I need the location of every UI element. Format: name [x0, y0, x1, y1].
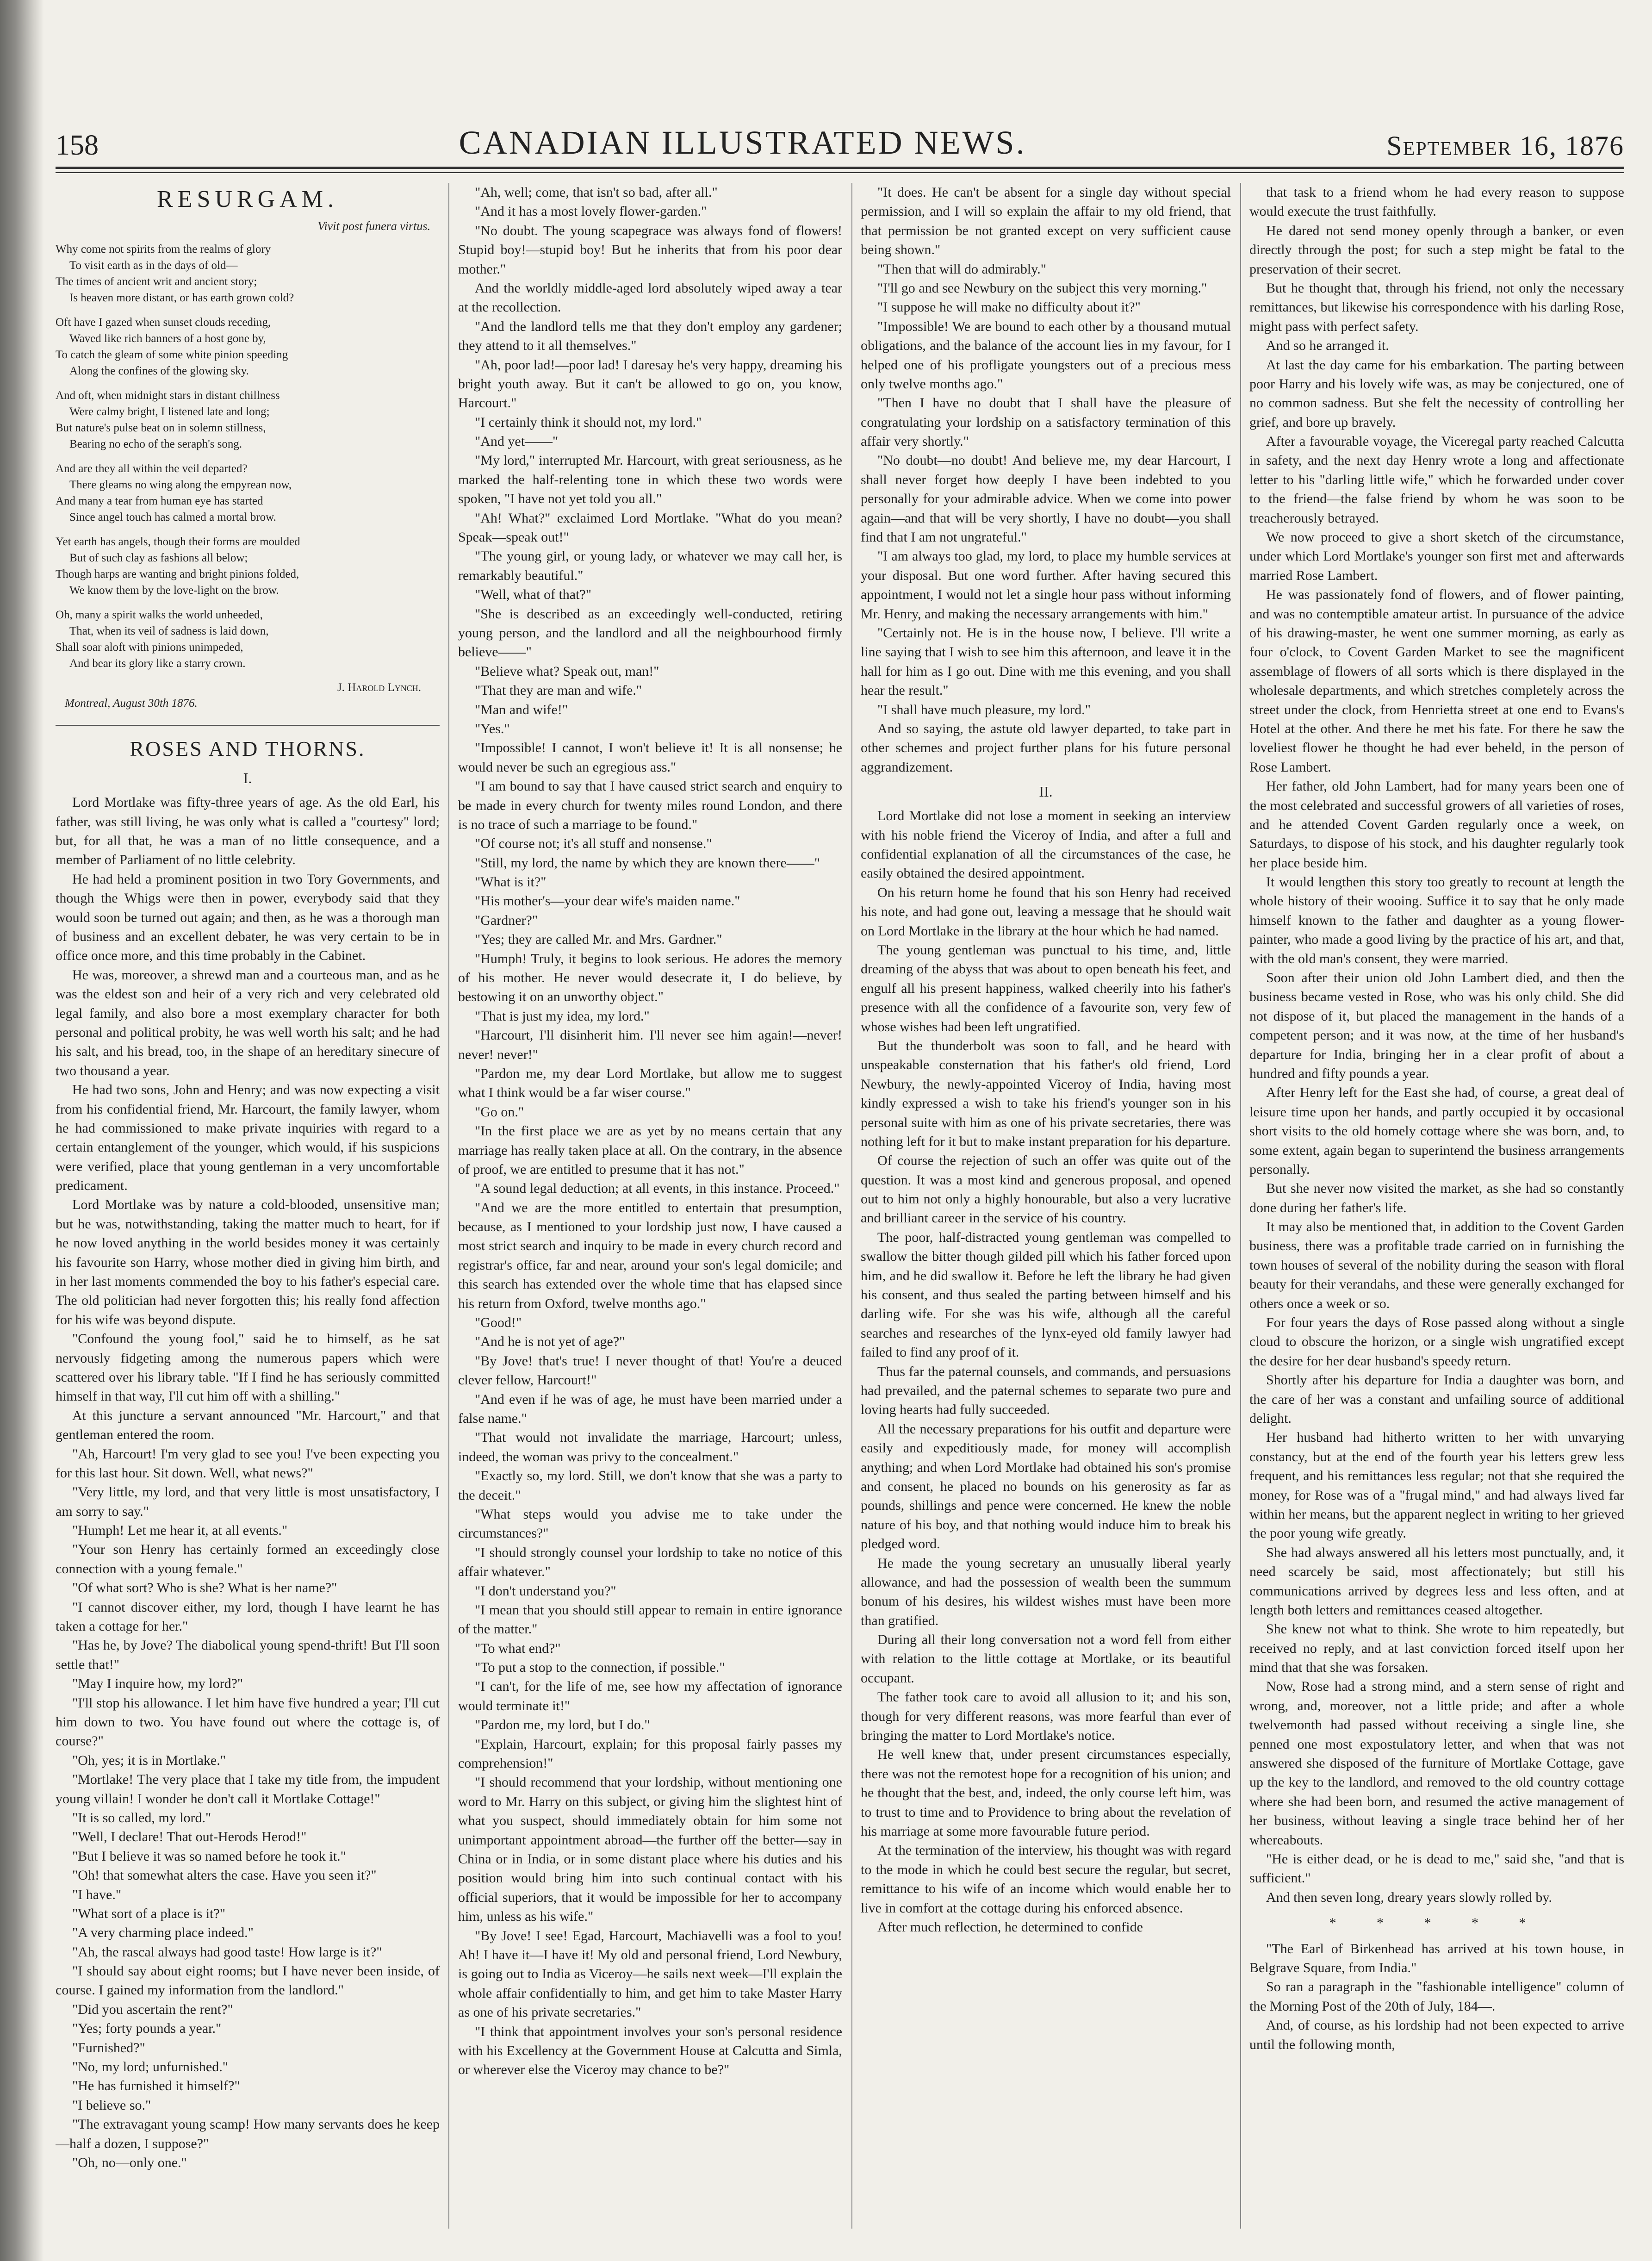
paragraph: "My lord," interrupted Mr. Harcourt, with great seriousness, as he marked the half-relenting tone in which these two words were spoken, "I have not yet told you all."	[458, 453, 842, 507]
paragraph: "Oh, yes; it is in Mortlake."	[72, 1752, 226, 1768]
paragraph: And the worldly middle-aged lord absolutely wiped away a tear at the recollection.	[458, 280, 842, 315]
paragraph: "Go on."	[475, 1104, 524, 1120]
paragraph: "He has furnished it himself?"	[72, 2078, 240, 2094]
paragraph: But the thunderbolt was soon to fall, and he heard with unspeakable consternation that his father's old friend, Lord Newbury, the newly-appointed Viceroy of India, having most kindly expressed a wish to take his friend's younger son in his personal suite with him as one of his private secretaries, there was nothing left for it but to make instant preparation for his departure.	[861, 1038, 1231, 1149]
paragraph: And, of course, as his lordship had not been expected to arrive until the following month,	[1249, 2018, 1624, 2052]
paragraph: "And the landlord tells me that they don't employ any gardener; they attend to it all themselves."	[458, 318, 842, 354]
paragraph: "By Jove! that's true! I never thought of that! You're a deuced clever fellow, Harcourt!"	[458, 1353, 842, 1388]
column-1-text	[56, 793, 440, 2172]
paragraph: So ran a paragraph in the "fashionable intelligence" column of the Morning Post of the 20th of July, 184—.	[1249, 1979, 1624, 2014]
paragraph: "Ah! What?" exclaimed Lord Mortlake. "What do you mean? Speak—speak out!"	[458, 510, 842, 545]
paragraph: Her father, old John Lambert, had for many years been one of the most celebrated and successful growers of all varieties of roses, and he attended Covent Garden regularly once a week, on Saturdays, to dispose of his stock, and his daughter regularly took her place beside him.	[1249, 779, 1624, 871]
poem-line: The times of ancient writ and ancient story;	[56, 275, 257, 288]
paragraph: "I believe so."	[72, 2097, 151, 2113]
column-1	[56, 183, 440, 2229]
paragraph: "Impossible! We are bound to each other by a thousand mutual obligations, and the balance of the account lies in my favour, for I helped one of his profligate youngsters out of a precious mess only twelve months ago."	[861, 318, 1231, 392]
poem-line: But nature's pulse beat on in solemn stillness,	[56, 421, 266, 434]
poem-line: Along the confines of the glowing sky.	[69, 364, 249, 377]
paragraph: After a favourable voyage, the Viceregal party reached Calcutta in safety, and the next day Henry wrote a long and affectionate letter to his "darling little wife," which he forwarded under cover to the friend—the false friend by whom he was soon to be treacherously betrayed.	[1249, 434, 1624, 526]
paragraph: "Ah, the rascal always had good taste! How large is it?"	[72, 1944, 382, 1960]
paragraph: It may also be mentioned that, in addition to the Covent Garden business, there was a profitable trade carried on in furnishing the town houses of several of the nobility during the season with floral beauty for their verandahs, and these were generally exchanged for others once a week or so.	[1249, 1219, 1624, 1311]
paragraph: "Oh! that somewhat alters the case. Have you seen it?"	[72, 1868, 377, 1883]
paragraph: "And yet——"	[475, 434, 559, 449]
paragraph: "Humph! Truly, it begins to look serious. He adores the memory of his mother. He never would desecrate it, I do believe, by bestowing it on an unworthy object."	[458, 951, 842, 1005]
paragraph: "It is so called, my lord."	[72, 1810, 211, 1825]
paragraph: "Your son Henry has certainly formed an exceedingly close connection with a young female."	[56, 1542, 440, 1576]
paragraph: "Harcourt, I'll disinherit him. I'll never see him again!—never! never! never!"	[458, 1028, 842, 1062]
section-break: * * * * *	[1329, 1915, 1545, 1931]
paragraph: Lord Mortlake was by nature a cold-blooded, unsensitive man; but he was, notwithstanding, taking the matter much to heart, for if he now loved anything in the world besides money it was certainly his favourite son Harry, whose mother died in giving him birth, and in her last moments commended the boy to his father's especial care. The old politician had never forgotten this; his really fond affection for his wife was beyond dispute.	[56, 1197, 440, 1327]
paragraph: "He is either dead, or he is dead to me," said she, "and that is sufficient."	[1249, 1851, 1624, 1886]
binding-shadow	[0, 0, 44, 2261]
paragraph: "To put a stop to the connection, if possible."	[475, 1660, 725, 1676]
poem-stanza	[56, 241, 440, 306]
paragraph: "What sort of a place is it?"	[72, 1906, 226, 1921]
poem-line: Though harps are wanting and bright pinions folded,	[56, 567, 299, 580]
poem-line: And are they all within the veil departed?	[56, 462, 248, 475]
paragraph: "It does. He can't be absent for a single day without special permission, and I will so explain the affair to my old friend, that that permission be not granted except on very sufficient cause being shown."	[861, 185, 1231, 258]
poem-line: Since angel touch has calmed a mortal brow.	[69, 511, 276, 523]
header-rule-thin	[56, 172, 1624, 173]
paragraph: "What steps would you advise me to take under the circumstances?"	[458, 1506, 842, 1541]
paragraph: "I'll go and see Newbury on the subject this very morning."	[877, 280, 1207, 296]
poem-line: Yet earth has angels, though their forms are moulded	[56, 535, 300, 548]
poem-line: Shall soar aloft with pinions unimpeded,	[56, 641, 243, 654]
paragraph: After much reflection, he determined to confide	[877, 1919, 1143, 1935]
poem-line: Bearing no echo of the seraph's song.	[69, 437, 242, 450]
paragraph: "No doubt—no doubt! And believe me, my dear Harcourt, I shall never forget how deeply I have been indebted to you personally for your admirable advice. When we come into power again—and that will be very shortly, I have no doubt—you shall find that I am not ungrateful."	[861, 453, 1231, 545]
paragraph: "Pardon me, my dear Lord Mortlake, but allow me to suggest what I think would be a far wiser course."	[458, 1065, 842, 1101]
paragraph: "Humph! Let me hear it, at all events."	[72, 1523, 288, 1538]
column-3	[861, 183, 1231, 2229]
paragraph: During all their long conversation not a word fell from either with relation to the little cottage at Mortlake, or its beautiful occupant.	[861, 1632, 1231, 1686]
paragraph: Her husband had hitherto written to her with unvarying constancy, but at the end of the fourth year his letters grew less frequent, and his remittances less regular; not that she required the money, for Rose was of a "frugal mind," and had always lived far within her means, but the apparent neglect in writing to her grieved the poor young wife greatly.	[1249, 1430, 1624, 1541]
paragraph: "Well, I declare! That out-Herods Herod!"	[72, 1829, 307, 1845]
poem-title: RESURGAM.	[157, 186, 338, 212]
paragraph: "I'll stop his allowance. I let him have five hundred a year; I'll cut him down to two. You have found out where the cottage is, of course?"	[56, 1695, 440, 1749]
paragraph: He well knew that, under present circumstances especially, there was not the remotest hope for a recognition of his union; and he thought that the best, and, indeed, the only course left him, was to trust to time and to Providence to bring about the revelation of his marriage at some more favourable future period.	[861, 1747, 1231, 1839]
paragraph: "I should strongly counsel your lordship to take no notice of this affair whatever."	[458, 1545, 842, 1580]
paragraph: Soon after their union old John Lambert died, and then the business became vested in Rose, who was his only child. She did not dispose of it, but placed the management in the hands of a competent person; and it was now, at the time of her husband's departure for India, bringing her in a clear profit of about a hundred and fifty pounds a year.	[1249, 970, 1624, 1081]
poem-line: That, when its veil of sadness is laid down,	[69, 624, 269, 637]
paragraph: "That is just my idea, my lord."	[475, 1008, 650, 1024]
paragraph: At last the day came for his embarkation. The parting between poor Harry and his lovely wife was, as may be conjectured, one of no common sadness. But she felt the necessity of controlling her grief, and bore up bravely.	[1249, 357, 1624, 430]
paragraph: "Certainly not. He is in the house now, I believe. I'll write a line saying that I wish to see him this afternoon, and leave it in the hall for him as I go out. Dine with me this evening, and you shall hear the result."	[861, 625, 1231, 698]
paragraph: He was, moreover, a shrewd man and a courteous man, and as he was the eldest son and heir of a very rich and very celebrated old legal family, and also bore a most exemplary character for both personal and political probity, he was well worth his salt; and he had his salt, and his bread, too, in the shape of an hereditary sinecure of two thousand a year.	[56, 967, 440, 1078]
paragraph: "I am always too glad, my lord, to place my humble services at your disposal. But one word further. After having secured this appointment, I would not let a single hour pass without informing Mr. Henry, and making the necessary arrangements with him."	[861, 548, 1231, 622]
chapter-heading: II.	[1039, 783, 1053, 800]
paragraph: "Gardner?"	[475, 912, 538, 928]
poem-line: And many a tear from human eye has started	[56, 494, 263, 507]
paragraph: "The extravagant young scamp! How many servants does he keep—half a dozen, I suppose?"	[56, 2117, 440, 2151]
paragraph: He dared not send money openly through a banker, or even directly through the post; for such a step might be fatal to the preservation of their secret.	[1249, 223, 1624, 277]
paragraph: Now, Rose had a strong mind, and a stern sense of right and wrong, and, moreover, not a little pride; and after a whole twelvemonth had passed without receiving a single line, she penned one most expostulatory letter, and when that was not answered she disposed of the furniture of Mortlake Cottage, gave up the key to the landlord, and removed to the old country cottage where she had been born, and resumed the active management of her business, without leaving a single trace behind her of her whereabouts.	[1249, 1679, 1624, 1848]
column-divider	[851, 183, 852, 2229]
poem-motto: Vivit post funera virtus.	[317, 219, 430, 233]
page-header	[56, 111, 1624, 166]
paragraph: "His mother's—your dear wife's maiden name."	[475, 893, 740, 909]
paragraph: "She is described as an exceedingly well-conducted, retiring young person, and the landlord and all the neighbourhood firmly believe——"	[458, 606, 842, 660]
column-4	[1249, 183, 1624, 2229]
paragraph: "Confound the young fool," said he to himself, as he sat nervously fidgeting among the numerous papers which were scattered over his library table. "If I find he has seriously committed himself in that way, I'll cut him off with a shilling."	[56, 1331, 440, 1404]
paragraph: "Good!"	[475, 1315, 522, 1331]
column-4-text	[1249, 183, 1624, 1907]
paragraph: He had two sons, John and Henry; and was now expecting a visit from his confidential friend, Mr. Harcourt, the family lawyer, whom he had commissioned to make private inquiries with regard to a certain entanglement of the younger, which would, if his suspicions were verified, place that young gentleman in a very uncomfortable predicament.	[56, 1082, 440, 1194]
paragraph: "Explain, Harcourt, explain; for this proposal fairly passes my comprehension!"	[458, 1736, 842, 1771]
paragraph: "Pardon me, my lord, but I do."	[475, 1717, 650, 1733]
paragraph: "I don't understand you?"	[475, 1583, 616, 1599]
paragraph: "I should recommend that your lordship, without mentioning one word to Mr. Harry on this subject, or giving him the slightest hint of what you suspect, should immediately obtain for him some not unimportant appointment abroad—the further off the better—say in China or in India, or in some distant place where his duties and his position would bring him into such continual contact with his official superiors, that it would be impossible for her to accompany him, unless as his wife."	[458, 1775, 842, 1925]
poem-body	[56, 241, 440, 672]
paragraph: "The young girl, or young lady, or whatever we may call her, is remarkably beautiful."	[458, 548, 842, 583]
paragraph: "Very little, my lord, and that very little is most unsatisfactory, I am sorry to say."	[56, 1484, 440, 1519]
paragraph: "Of course not; it's all stuff and nonsense."	[475, 836, 712, 852]
paragraph: She had always answered all his letters most punctually, and, it need scarcely be said, most affectionately; but still his communications arrived by degrees less and less often, and at length both letters and remittances ceased altogether.	[1249, 1545, 1624, 1618]
paragraph: On his return home he found that his son Henry had received his note, and had gone out, leaving a message that he should wait on Lord Mortlake in the library at the hour which he had named.	[861, 884, 1231, 939]
poem-line: Is heaven more distant, or has earth grown cold?	[69, 291, 294, 304]
poem-stanza	[56, 387, 440, 452]
column-2-text	[458, 183, 842, 2080]
column-divider	[1240, 183, 1241, 2229]
paragraph: "I shall have much pleasure, my lord."	[877, 702, 1091, 717]
paragraph: "The Earl of Birkenhead has arrived at his town house, in Belgrave Square, from India."	[1249, 1941, 1624, 1975]
poem-stanza	[56, 314, 440, 379]
paragraph: He had held a prominent position in two Tory Governments, and though the Whigs were then in power, everybody said that they would soon be turned out again; and then, as he was a thorough man of business and an excellent debater, he was very certain to be in office once more, and this time probably in the Cabinet.	[56, 871, 440, 964]
paragraph: "I think that appointment involves your son's personal residence with his Excellency at the Government House at Calcutta and Simla, or wherever else the Viceroy may chance to be?"	[458, 2024, 842, 2078]
paragraph: He made the young secretary an unusually liberal yearly allowance, and had the possession of wealth been the summum bonum of his desires, his wildest wishes must have been more than gratified.	[861, 1555, 1231, 1628]
chapter-heading: I.	[243, 770, 252, 787]
paragraph: "Yes; forty pounds a year."	[72, 2021, 222, 2037]
poem-line: Oft have I gazed when sunset clouds receding,	[56, 316, 271, 329]
poem-line: Were calmy bright, I listened late and long;	[69, 405, 270, 418]
paragraph: "And it has a most lovely flower-garden."	[475, 204, 707, 219]
paragraph: The young gentleman was punctual to his time, and, little dreaming of the abyss that was about to open beneath his feet, and engulf all his present happiness, walked cheerily into his father's presence with all the confidence of a favourite son, very few of whose wishes had been left ungratified.	[861, 942, 1231, 1034]
poem-line: Waved like rich banners of a host gone by,	[69, 332, 266, 345]
paragraph: Lord Mortlake did not lose a moment in seeking an interview with his noble friend the Viceroy of India, and after a full and confidential explanation of all the circumstances of the case, he easily obtained the desired appointment.	[861, 808, 1231, 881]
paragraph: "And even if he was of age, he must have been married under a false name."	[458, 1391, 842, 1426]
paragraph: Of course the rejection of such an offer was quite out of the question. It was a most kind and generous proposal, and opened out to him not only a highly honourable, but also a very lucrative and brilliant career in the service of his country.	[861, 1153, 1231, 1226]
column-2	[458, 183, 842, 2229]
paragraph: "May I inquire how, my lord?"	[72, 1676, 243, 1692]
paragraph: But he thought that, through his friend, not only the necessary remittances, but likewise his correspondence with his darling Rose, might pass with perfect safety.	[1249, 280, 1624, 334]
paragraph: "I cannot discover either, my lord, though I have learnt he has taken a cottage for her."	[56, 1599, 440, 1634]
paragraph: "And he is not yet of age?"	[475, 1334, 625, 1350]
poem-line: To visit earth as in the days of old—	[69, 259, 238, 272]
paragraph: "Still, my lord, the name by which they are known there——"	[475, 855, 820, 871]
paragraph: "I am bound to say that I have caused strict search and enquiry to be made in every church for twenty miles round London, and there is no trace of such a marriage to be found."	[458, 779, 842, 832]
paragraph: "Has he, by Jove? The diabolical young spend-thrift! But I'll soon settle that!"	[56, 1638, 440, 1672]
paragraph: "To what end?"	[475, 1640, 561, 1656]
paragraph: "Man and wife!"	[475, 702, 568, 717]
paragraph: "Impossible! I cannot, I won't believe it! It is all nonsense; he would never be such an egregious ass."	[458, 740, 842, 775]
paragraph: "Did you ascertain the rent?"	[72, 2001, 233, 2017]
paragraph: "But I believe it was so named before he took it."	[72, 1848, 346, 1864]
paragraph: "I mean that you should still appear to remain in entire ignorance of the matter."	[458, 1602, 842, 1637]
paragraph: "Ah, Harcourt! I'm very glad to see you! I've been expecting you for this last hour. Sit down. Well, what news?"	[56, 1446, 440, 1481]
paragraph: Thus far the paternal counsels, and commands, and persuasions had prevailed, and the paternal schemes to separate two pure and loving hearts had fully succeeded.	[861, 1364, 1231, 1418]
masthead: CANADIAN ILLUSTRATED NEWS.	[459, 124, 1026, 161]
paragraph: She knew not what to think. She wrote to him repeatedly, but received no reply, and at last conviction forced itself upon her mind that that she was forsaken.	[1249, 1621, 1624, 1676]
paragraph: "I suppose he will make no difficulty about it?"	[877, 299, 1141, 315]
column-4-text-continued	[1249, 1939, 1624, 2054]
paragraph: "I certainly think it should not, my lord."	[475, 414, 702, 430]
paragraph: "Yes; they are called Mr. and Mrs. Gardner."	[475, 932, 722, 947]
paragraph: "That would not invalidate the marriage, Harcourt; unless, indeed, the woman was privy to the concealment."	[458, 1430, 842, 1464]
paragraph: After Henry left for the East she had, of course, a great deal of leisure time upon her hands, and partly occupied it by occasional short visits to the old homely cottage where she was born, and, to some extent, again began to superintend the business arrangements personally.	[1249, 1085, 1624, 1177]
poem-line: There gleams no wing along the empyrean now,	[69, 478, 292, 491]
paragraph: At this juncture a servant announced "Mr. Harcourt," and that gentleman entered the room.	[56, 1408, 440, 1443]
poem-line: We know them by the love-light on the brow.	[69, 584, 279, 597]
paragraph: "Then that will do admirably."	[877, 261, 1046, 277]
paragraph: Shortly after his departure for India a daughter was born, and the care of her was a constant and unfailing source of additional delight.	[1249, 1372, 1624, 1426]
poem-line: But of such clay as fashions all below;	[69, 551, 248, 564]
paragraph: "Then I have no doubt that I shall have the pleasure of congratulating your lordship on a satisfactory termination of this affair very shortly."	[861, 395, 1231, 449]
paragraph: "Of what sort? Who is she? What is her name?"	[72, 1580, 337, 1596]
paragraph: "Well, what of that?"	[475, 587, 591, 603]
paragraph: Lord Mortlake was fifty-three years of age. As the old Earl, his father, was still living, he was only what is called a "courtesy" lord; but, for all that, he was a man of no little consequence, and a member of Parliament of no little celebrity.	[56, 795, 440, 868]
paragraph: "What is it?"	[475, 874, 547, 890]
paragraph: "Believe what? Speak out, man!"	[475, 663, 659, 679]
paragraph: "In the first place we are as yet by no means certain that any marriage has really taken place at all. On the contrary, in the absence of proof, we are entitled to presume that it has not."	[458, 1123, 842, 1177]
paragraph: "Ah, poor lad!—poor lad! I daresay he's very happy, dreaming his bright youth away. But it can't be allowed to go on, you know, Harcourt."	[458, 357, 842, 411]
column-3-text	[861, 183, 1231, 777]
paragraph: "I can't, for the life of me, see how my affectation of ignorance would terminate it!"	[458, 1679, 842, 1713]
paragraph: "Ah, well; come, that isn't so bad, after all."	[475, 185, 718, 200]
paragraph: But she never now visited the market, as she had so constantly done during her father's life.	[1249, 1181, 1624, 1215]
paragraph: "Exactly so, my lord. Still, we don't know that she was a party to the deceit."	[458, 1468, 842, 1503]
paragraph: For four years the days of Rose passed along without a single cloud to obscure the horizon, or a single wish ungratified except the desire for her dear husband's speedy return.	[1249, 1315, 1624, 1369]
paragraph: "By Jove! I see! Egad, Harcourt, Machiavelli was a fool to you! Ah! I have it—I have it! My old and personal friend, Lord Newbury, is going out to India as Viceroy—he sails next week—I'll explain the whole affair confidentially to him, and get him to take Master Harry as one of his private secretaries."	[458, 1928, 842, 2020]
poem-stanza	[56, 461, 440, 525]
paragraph: "No doubt. The young scapegrace was always fond of flowers! Stupid boy!—stupid boy! But he inherits that from his poor dear mother."	[458, 223, 842, 277]
paragraph: He was passionately fond of flowers, and of flower painting, and was no contemptible amateur artist. In pursuance of the advice of his drawing-master, he went one summer morning, as early as four o'clock, to Covent Garden Market to see the magnificent assemblage of flowers of all sorts which is there displayed in the wholesale departments, and which stretches completely across the street under the clock, from Henrietta street at one end to Evans's Hotel at the other. And there he met his fate. For there he saw the loveliest flower he thought he had ever beheld, in the person of Rose Lambert.	[1249, 587, 1624, 775]
paragraph: All the necessary preparations for his outfit and departure were easily and expeditiously made, for money will accomplish anything; and when Lord Mortlake had obtained his son's promise and consent, he placed no bounds on his generosity as far as pounds, shillings and pence were concerned. He knew the noble nature of his boy, and that nothing would induce him to break his pledged word.	[861, 1421, 1231, 1552]
column-3-text-continued	[861, 806, 1231, 1937]
paragraph: "I have."	[72, 1887, 122, 1902]
paragraph: And then seven long, dreary years slowly rolled by.	[1266, 1889, 1552, 1905]
paragraph: And so he arranged it.	[1266, 338, 1389, 354]
paragraph: It would lengthen this story too greatly to recount at length the whole history of their wooing. Suffice it to say that he only made himself known to the father and daughter as a young flower-painter, who made a good living by the practice of his art, and that, with the old man's consent, they were married.	[1249, 874, 1624, 966]
column-divider	[448, 183, 449, 2229]
paragraph: "Furnished?"	[72, 2040, 145, 2055]
poem-line: Why come not spirits from the realms of glory	[56, 243, 271, 255]
paragraph: "Mortlake! The very place that I take my title from, the impudent young villain! I wonder he don't call it Mortlake Cottage!"	[56, 1772, 440, 1806]
page-number: 158	[56, 130, 99, 161]
paragraph: "Oh, no—only one."	[72, 2155, 187, 2170]
paragraph: And so saying, the astute old lawyer departed, to take part in other schemes and project further plans for his future personal aggrandizement.	[861, 721, 1231, 775]
paragraph: that task to a friend whom he had every reason to suppose would execute the trust faithfully.	[1249, 185, 1624, 219]
paragraph: The poor, half-distracted young gentleman was compelled to swallow the bitter though gilded pill which his father forced upon him, and he did swallow it. Before he left the library he had given his consent, and thus sealed the parting between himself and his darling wife. For she was his wife, although all the careful searches and researches of the lynx-eyed old family lawyer had failed to find any proof of it.	[861, 1229, 1231, 1360]
paragraph: "A sound legal deduction; at all events, in this instance. Proceed."	[475, 1181, 840, 1196]
story-title: ROSES AND THORNS.	[56, 725, 440, 763]
poem-line: And oft, when midnight stars in distant chillness	[56, 389, 280, 402]
poem-signature: J. Harold Lynch.	[337, 681, 421, 694]
paragraph: At the termination of the interview, his thought was with regard to the mode in which he could best secure the regular, but secret, remittance to his wife of an income which would enable her to live in comfort at the cottage during his enforced absence.	[861, 1843, 1231, 1916]
paragraph: "I should say about eight rooms; but I have never been inside, of course. I gained my information from the landlord."	[56, 1963, 440, 1998]
paragraph: The father took care to avoid all allusion to it; and his son, though for very different reasons, was more fearful than ever of bringing the matter to Lord Mortlake's notice.	[861, 1689, 1231, 1744]
poem-line: To catch the gleam of some white pinion speeding	[56, 348, 288, 361]
issue-date: September 16, 1876	[1386, 131, 1624, 161]
paragraph: "And we are the more entitled to entertain that presumption, because, as I mentioned to your lordship just now, I have caused a most strict search and inquiry to be made in every church record and registrar's office, far and near, around your son's legal domicile; and this search has extended over the whole time that has elapsed since his return from Oxford, twelve months ago."	[458, 1200, 842, 1311]
poem-dateline: Montreal, August 30th 1876.	[65, 697, 198, 710]
poem-stanza	[56, 607, 440, 672]
poem-stanza	[56, 534, 440, 598]
header-rule	[56, 167, 1624, 169]
paragraph: We now proceed to give a short sketch of the circumstance, under which Lord Mortlake's younger son first met and afterwards married Rose Lambert.	[1249, 529, 1624, 583]
paragraph: "Yes."	[475, 721, 510, 736]
paragraph: "No, my lord; unfurnished."	[72, 2059, 228, 2075]
poem-line: And bear its glory like a starry crown.	[69, 657, 246, 670]
paragraph: "That they are man and wife."	[475, 683, 642, 698]
poem-line: Oh, many a spirit walks the world unheeded,	[56, 608, 263, 621]
paragraph: "A very charming place indeed."	[72, 1925, 254, 1941]
